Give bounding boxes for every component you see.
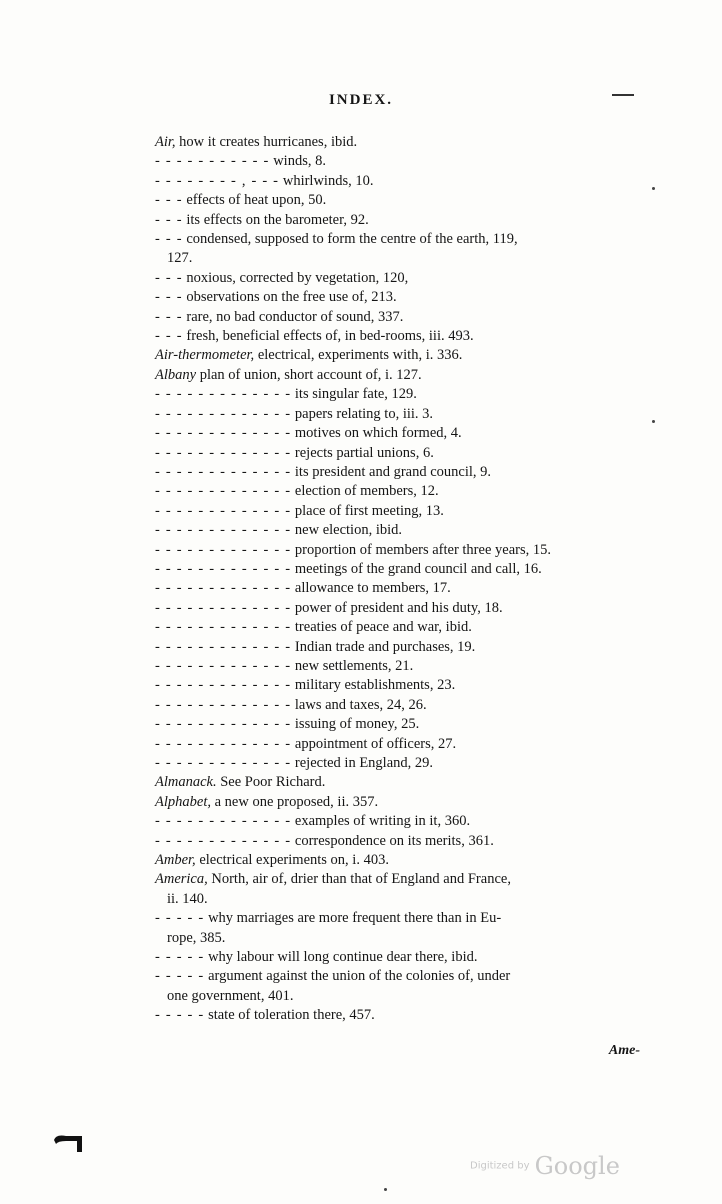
entry-text: meetings of the grand council and call, 16. — [291, 560, 542, 577]
watermark-logo: Google — [534, 1152, 620, 1180]
entry-leader: - - - - - - - - - - - - - — [155, 444, 292, 461]
entry-leader: - - - — [155, 211, 183, 228]
entry-text: military establishments, 23. — [291, 677, 456, 694]
entry-keyword: America, — [155, 871, 208, 888]
entry-text: rejects partial unions, 6. — [291, 444, 434, 461]
index-entry — [155, 909, 650, 928]
entry-text: appointment of officers, 27. — [291, 735, 457, 752]
index-entry — [155, 405, 650, 424]
index-entry — [155, 521, 650, 540]
page-header: INDEX. — [328, 92, 394, 108]
entry-text: its president and grand council, 9. — [291, 463, 492, 480]
entry-text: electrical experiments on, i. 403. — [195, 852, 389, 869]
index-entry — [155, 308, 650, 327]
entry-leader: - - - — [155, 289, 183, 306]
entry-keyword: Almanack. — [155, 774, 217, 791]
entry-text: electrical, experiments with, i. 336. — [254, 347, 463, 364]
index-entry — [155, 579, 650, 598]
entry-leader: - - - - - - - - - - - - - — [155, 405, 292, 422]
index-entry — [155, 346, 650, 365]
entry-leader: - - - - - - - - , - - - — [155, 172, 280, 189]
watermark-prefix: Digitized by — [470, 1160, 530, 1172]
entry-text: election of members, 12. — [291, 483, 439, 500]
entry-text: why marriages are more frequent there than in Eu- — [204, 910, 502, 927]
index-entry — [155, 560, 650, 579]
entry-leader: - - - - - - - - - - - - - — [155, 619, 292, 636]
ink-mark — [612, 94, 634, 96]
entry-text: a new one proposed, ii. 357. — [210, 793, 379, 810]
entry-text: proportion of members after three years, 15. — [291, 541, 551, 558]
index-entry — [155, 929, 650, 948]
entry-leader: - - - — [155, 308, 183, 325]
ink-speck — [652, 187, 655, 190]
entry-leader: - - - - - — [155, 949, 205, 966]
index-entry — [155, 948, 650, 967]
index-entry — [155, 638, 650, 657]
entry-text: how it creates hurricanes, ibid. — [175, 134, 358, 150]
entry-leader: - - - - - — [155, 968, 205, 985]
entry-leader: - - - - - - - - - - - - - — [155, 522, 292, 539]
entry-text: state of toleration there, 457. — [204, 1007, 375, 1024]
index-entry — [155, 696, 650, 715]
ink-speck — [652, 420, 655, 423]
index-entry — [155, 230, 650, 249]
entry-leader: - - - - - - - - - - - - - — [155, 696, 292, 713]
entry-text: treaties of peace and war, ibid. — [291, 619, 472, 636]
entry-text: whirlwinds, 10. — [279, 172, 374, 189]
entry-text: See Poor Richard. — [216, 774, 326, 791]
entry-text: noxious, corrected by vegetation, 120, — [182, 269, 409, 286]
entry-text: observations on the free use of, 213. — [182, 289, 397, 306]
index-entry — [155, 657, 650, 676]
entry-leader: - - - - - - - - - - - - - — [155, 677, 292, 694]
entry-leader: - - - - - — [155, 910, 205, 927]
index-entry — [155, 327, 650, 346]
entry-text: plan of union, short account of, i. 127. — [196, 366, 422, 383]
index-entry — [155, 851, 650, 870]
entry-text: ii. 140. — [167, 890, 208, 907]
entry-leader: - - - - - - - - - - - - - — [155, 541, 292, 558]
entry-leader: - - - - - - - - - - - - - — [155, 599, 292, 616]
entry-text: papers relating to, iii. 3. — [291, 405, 434, 422]
entry-text: its effects on the barometer, 92. — [182, 211, 369, 228]
entry-leader: - - - - - - - - - - - - - — [155, 463, 292, 480]
entry-text: laws and taxes, 24, 26. — [291, 696, 427, 713]
corner-bracket-mark — [52, 1132, 92, 1154]
entry-text: power of president and his duty, 18. — [291, 599, 503, 616]
entry-text: why labour will long continue dear there, ibid. — [204, 949, 478, 966]
entry-text: place of first meeting, 13. — [291, 502, 444, 519]
index-entries — [155, 133, 650, 1026]
entry-text: Indian trade and purchases, 19. — [291, 638, 476, 655]
entry-keyword: Air-thermometer, — [155, 347, 255, 364]
entry-text: one government, 401. — [167, 987, 294, 1004]
entry-leader: - - - — [155, 231, 183, 248]
index-entry — [155, 793, 650, 812]
entry-leader: - - - - - - - - - - - - - — [155, 735, 292, 752]
entry-keyword: Amber, — [155, 852, 196, 869]
entry-leader: - - - - - — [155, 1007, 205, 1024]
index-entry — [155, 715, 650, 734]
entry-text: argument against the union of the colonies of, under — [204, 968, 511, 985]
index-entry — [155, 133, 650, 152]
entry-text: allowance to members, 17. — [291, 580, 451, 597]
entry-leader: - - - - - - - - - - - — [155, 153, 270, 170]
index-entry — [155, 735, 650, 754]
index-entry — [155, 502, 650, 521]
index-entry — [155, 366, 650, 385]
index-entry — [155, 249, 650, 268]
entry-text: correspondence on its merits, 361. — [291, 832, 494, 849]
entry-text: rejected in England, 29. — [291, 755, 434, 771]
index-entry — [155, 463, 650, 482]
entry-keyword: Albany — [155, 366, 197, 383]
entry-leader: - - - - - - - - - - - - - — [155, 832, 292, 849]
index-entry — [155, 890, 650, 909]
index-entry — [155, 599, 650, 618]
entry-keyword: Alphabet, — [155, 793, 211, 810]
entry-leader: - - - - - - - - - - - - - — [155, 560, 292, 577]
catchword: Ame- — [608, 1043, 640, 1058]
ink-speck — [384, 1188, 387, 1191]
entry-leader: - - - - - - - - - - - - - — [155, 425, 292, 442]
entry-leader: - - - - - - - - - - - - - — [155, 716, 292, 733]
entry-leader: - - - — [155, 269, 183, 286]
entry-keyword: Air, — [155, 134, 176, 150]
index-entry — [155, 618, 650, 637]
index-entry — [155, 832, 650, 851]
entry-leader: - - - - - - - - - - - - - — [155, 657, 292, 674]
index-entry — [155, 424, 650, 443]
entry-text: 127. — [167, 250, 193, 267]
index-entry — [155, 773, 650, 792]
entry-text: its singular fate, 129. — [291, 386, 417, 403]
index-entry — [155, 967, 650, 986]
index-entry — [155, 482, 650, 501]
entry-text: condensed, supposed to form the centre of the earth, 119, — [182, 231, 518, 248]
entry-leader: - - - - - - - - - - - - - — [155, 813, 292, 830]
index-entry — [155, 269, 650, 288]
entry-leader: - - - - - - - - - - - - - — [155, 580, 292, 597]
entry-leader: - - - - - - - - - - - - - — [155, 502, 292, 519]
index-entry — [155, 385, 650, 404]
index-entry — [155, 191, 650, 210]
entry-text: winds, 8. — [269, 153, 326, 170]
entry-leader: - - - - - - - - - - - - - — [155, 386, 292, 403]
index-entry — [155, 676, 650, 695]
index-entry — [155, 870, 650, 889]
entry-leader: - - - - - - - - - - - - - — [155, 638, 292, 655]
index-entry — [155, 152, 650, 171]
entry-text: new election, ibid. — [291, 522, 403, 539]
entry-text: effects of heat upon, 50. — [182, 192, 327, 209]
entry-text: examples of writing in it, 360. — [291, 813, 471, 830]
index-entry — [155, 211, 650, 230]
index-entry — [155, 444, 650, 463]
entry-text: rare, no bad conductor of sound, 337. — [182, 308, 404, 325]
index-entry — [155, 1006, 650, 1025]
entry-text: issuing of money, 25. — [291, 716, 420, 733]
entry-text: rope, 385. — [167, 929, 226, 946]
entry-leader: - - - - - - - - - - - - - — [155, 755, 292, 771]
index-entry — [155, 754, 650, 773]
entry-text: motives on which formed, 4. — [291, 425, 462, 442]
entry-text: North, air of, drier than that of England and France, — [207, 871, 511, 888]
entry-leader: - - - — [155, 192, 183, 209]
index-entry — [155, 541, 650, 560]
entry-leader: - - - - - - - - - - - - - — [155, 483, 292, 500]
entry-text: new settlements, 21. — [291, 657, 414, 674]
index-entry — [155, 812, 650, 831]
index-entry — [155, 172, 650, 191]
index-entry — [155, 987, 650, 1006]
entry-text: fresh, beneficial effects of, in bed-rooms, iii. 493. — [182, 328, 474, 345]
digitized-watermark — [470, 1152, 620, 1180]
entry-leader: - - - — [155, 328, 183, 345]
index-entry — [155, 288, 650, 307]
